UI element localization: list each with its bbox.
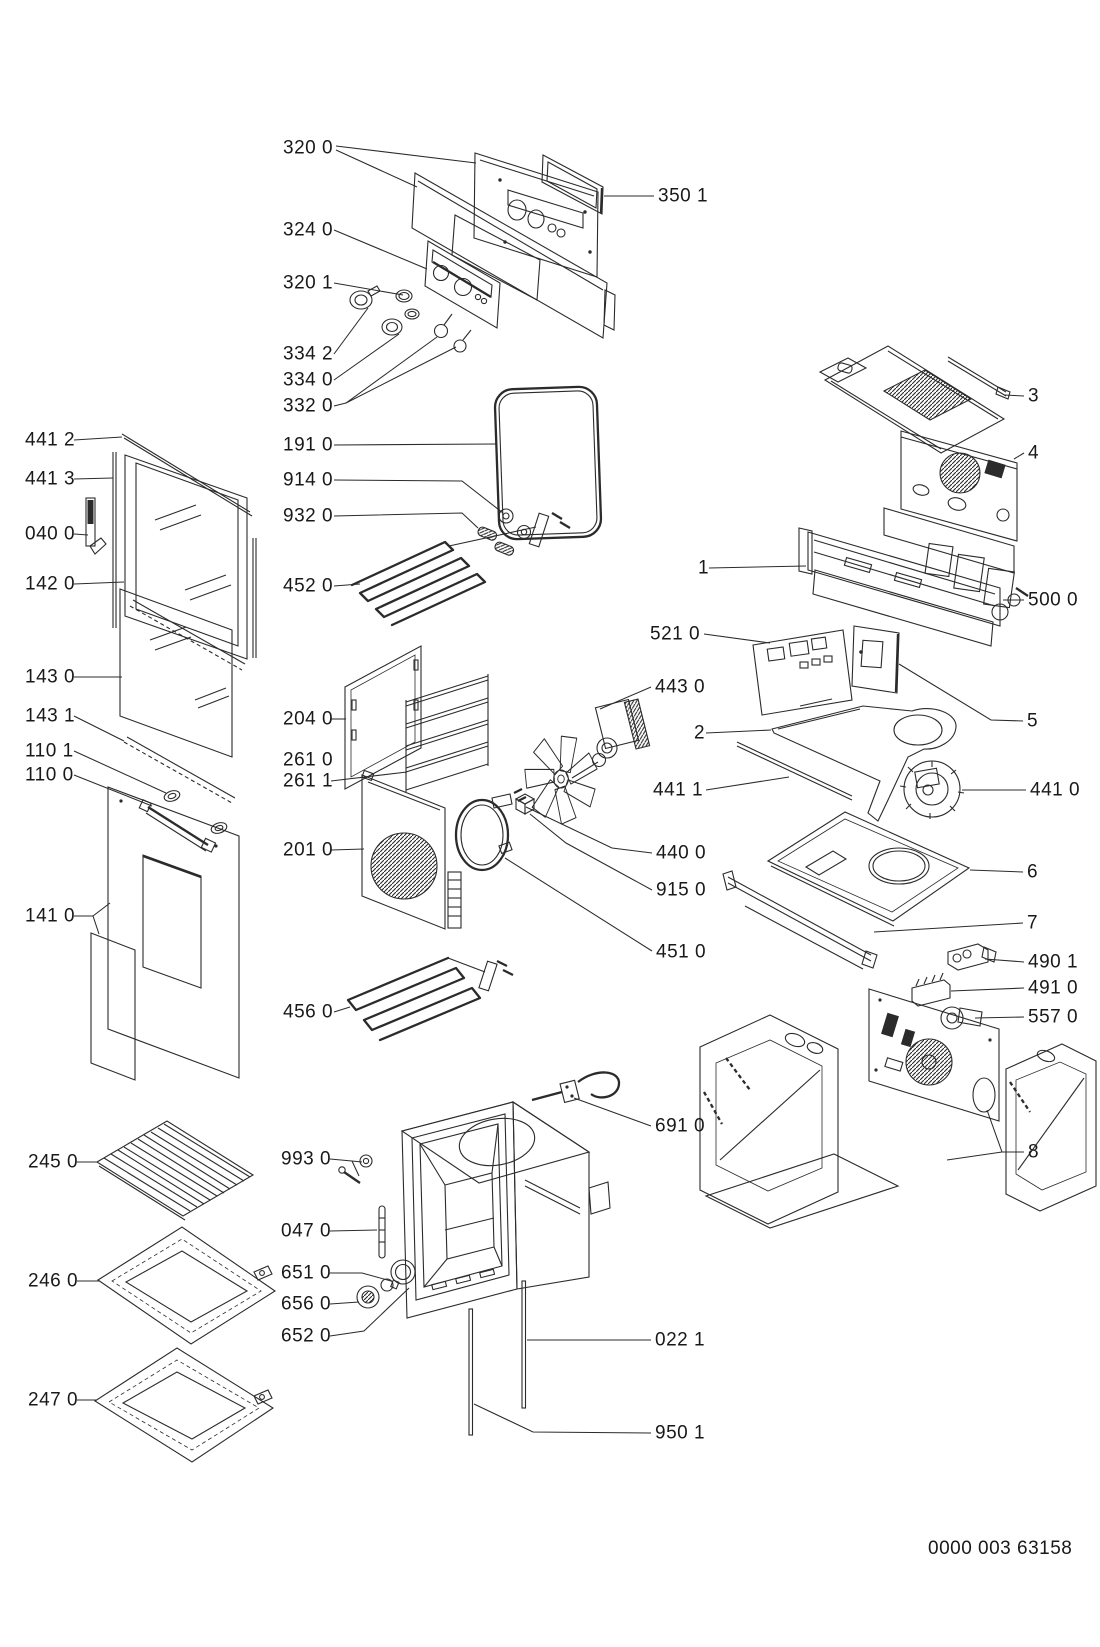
part-label-141-0: 141 0 [25,905,76,927]
convection-fan-blade [519,728,600,827]
leader-line [706,730,771,733]
leader-line [352,1161,359,1176]
grill-heating-element [352,513,570,625]
part-label-247-0: 247 0 [28,1389,79,1411]
door-middle-glass [120,589,232,757]
leader-line [951,988,1024,991]
part-label-451-0: 451 0 [656,941,707,963]
part-label-110-0: 110 0 [25,764,74,786]
leader-line [530,814,652,890]
leader-line [526,807,652,853]
door-assembly [86,434,256,1080]
part-label-350-1: 350 1 [658,185,709,207]
part-label-320-0: 320 0 [283,137,334,159]
micro-switches [435,314,472,352]
mounting-bracket-plate [852,626,899,693]
fascia-panel [425,241,500,328]
part-label-261-1: 261 1 [283,770,334,792]
door-switch-rod [379,1206,385,1258]
part-label-332-0: 332 0 [283,395,334,417]
leader-line [334,444,496,445]
part-label-261-0: 261 0 [283,749,334,771]
part-label-8: 8 [1028,1141,1040,1163]
leader-line [574,1098,651,1126]
leader-line [330,1302,359,1304]
leader-line [334,337,437,406]
part-label-993-0: 993 0 [281,1148,332,1170]
leader-line [975,1017,1024,1018]
oven-cavity [402,1102,610,1318]
part-label-915-0: 915 0 [656,879,707,901]
part-label-5: 5 [1027,710,1039,732]
leader-line [74,903,110,916]
part-label-022-1: 022 1 [655,1329,706,1351]
leader-line [474,1404,651,1433]
part-label-456-0: 456 0 [283,1001,334,1023]
deep-tray [95,1348,273,1462]
shelf-support-panel [345,646,421,789]
insulation-shell-right [1006,1044,1096,1211]
part-label-142-0: 142 0 [25,573,76,595]
part-label-143-1: 143 1 [25,705,76,727]
rear-vent-panel [884,431,1017,573]
rear-panel [869,989,999,1121]
leader-line [336,146,476,163]
part-label-441-2: 441 2 [25,429,76,451]
part-label-191-0: 191 0 [283,434,334,456]
leader-line [1004,395,1024,396]
leader-line [505,858,652,951]
shelf-rails [406,674,488,792]
lamp-cover [357,1286,379,1308]
leader-line [704,634,770,643]
part-label-491-0: 491 0 [1028,977,1079,999]
convection-motor [572,699,650,778]
wire-shelf [97,1121,253,1220]
part-label-443-0: 443 0 [655,676,706,698]
door-hinge [86,498,106,554]
part-label-441-3: 441 3 [25,468,76,490]
channel-strip [737,742,852,800]
document-code: 0000 003 63158 [928,1538,1073,1559]
leader-line [334,513,478,528]
part-label-201-0: 201 0 [283,839,334,861]
leader-line [1014,453,1024,459]
worktop-panel [820,346,1004,453]
leader-line [93,916,99,934]
part-label-040-0: 040 0 [25,523,76,545]
part-label-245-0: 245 0 [28,1151,79,1173]
leader-line [330,1159,362,1162]
part-label-7: 7 [1027,912,1039,934]
part-label-441-1: 441 1 [653,779,704,801]
display-window-frame [542,155,603,214]
terminal-block [912,973,950,1006]
thermostat-switch [948,944,996,970]
leader-line [74,716,124,741]
leader-line [706,777,789,790]
part-label-950-1: 950 1 [655,1422,706,1444]
part-label-441-0: 441 0 [1030,779,1081,801]
part-label-1: 1 [698,557,710,579]
door-handle [139,800,215,852]
leader-line [334,230,427,269]
gasket-bolts [477,526,515,556]
part-label-521-0: 521 0 [650,623,701,645]
leader-line [74,775,152,806]
part-label-500-0: 500 0 [1028,589,1079,611]
bottom-heating-element [348,958,513,1040]
leader-line [74,437,122,440]
leader-line [874,923,1023,932]
leader-lines-layer [74,146,1026,1433]
leader-line [947,1152,1002,1160]
part-label-932-0: 932 0 [283,505,334,527]
insulation-shell-left [700,1015,838,1224]
air-channel-panel [772,706,956,821]
side-trim-strip-right [522,1281,526,1408]
door-inner-frame [125,455,247,670]
control-panel-assembly [350,153,615,352]
leader-line [74,478,113,479]
side-trim-strip-left [469,1309,473,1435]
part-label-6: 6 [1027,861,1039,883]
part-label-656-0: 656 0 [281,1293,332,1315]
part-label-320-1: 320 1 [283,272,334,294]
part-label-047-0: 047 0 [281,1220,332,1242]
part-label-652-0: 652 0 [281,1325,332,1347]
leader-line [970,870,1023,872]
leader-line [346,347,456,403]
part-label-246-0: 246 0 [28,1270,79,1292]
front-rail [723,871,877,969]
part-label-324-0: 324 0 [283,219,334,241]
part-label-440-0: 440 0 [656,842,707,864]
control-support-bar [799,528,1000,646]
leader-line [899,664,1023,721]
leader-line [709,566,806,568]
part-label-110-1: 110 1 [25,740,74,762]
part-label-651-0: 651 0 [281,1262,332,1284]
part-label-452-0: 452 0 [283,575,334,597]
leader-line [331,849,364,850]
top-insulation-panel [768,812,969,926]
leader-line [334,480,503,513]
leader-line [74,751,166,793]
insulation-bottom-slab [706,1154,898,1228]
part-label-4: 4 [1028,442,1040,464]
leader-line [330,1273,391,1281]
part-label-334-0: 334 0 [283,369,334,391]
leader-line [336,150,417,187]
leader-line [334,308,368,354]
part-label-2: 2 [694,722,706,744]
part-label-490-1: 490 1 [1028,951,1079,973]
part-label-557-0: 557 0 [1028,1006,1079,1028]
fan-cover-panel [362,770,461,929]
part-label-334-2: 334 2 [283,343,334,365]
part-label-143-0: 143 0 [25,666,76,688]
oven-lamp-socket-2 [382,309,419,335]
leader-line [334,1007,350,1012]
leader-line [330,1230,377,1231]
part-label-3: 3 [1028,385,1040,407]
leader-line [334,584,360,586]
temperature-probe [532,1072,619,1102]
cooling-fan [900,761,964,819]
part-label-914-0: 914 0 [283,469,334,491]
oven-lamp-socket [350,286,380,309]
part-label-204-0: 204 0 [283,708,334,730]
part-label-691-0: 691 0 [655,1115,706,1137]
knob-bezel [396,290,412,302]
baking-tray [98,1227,275,1344]
